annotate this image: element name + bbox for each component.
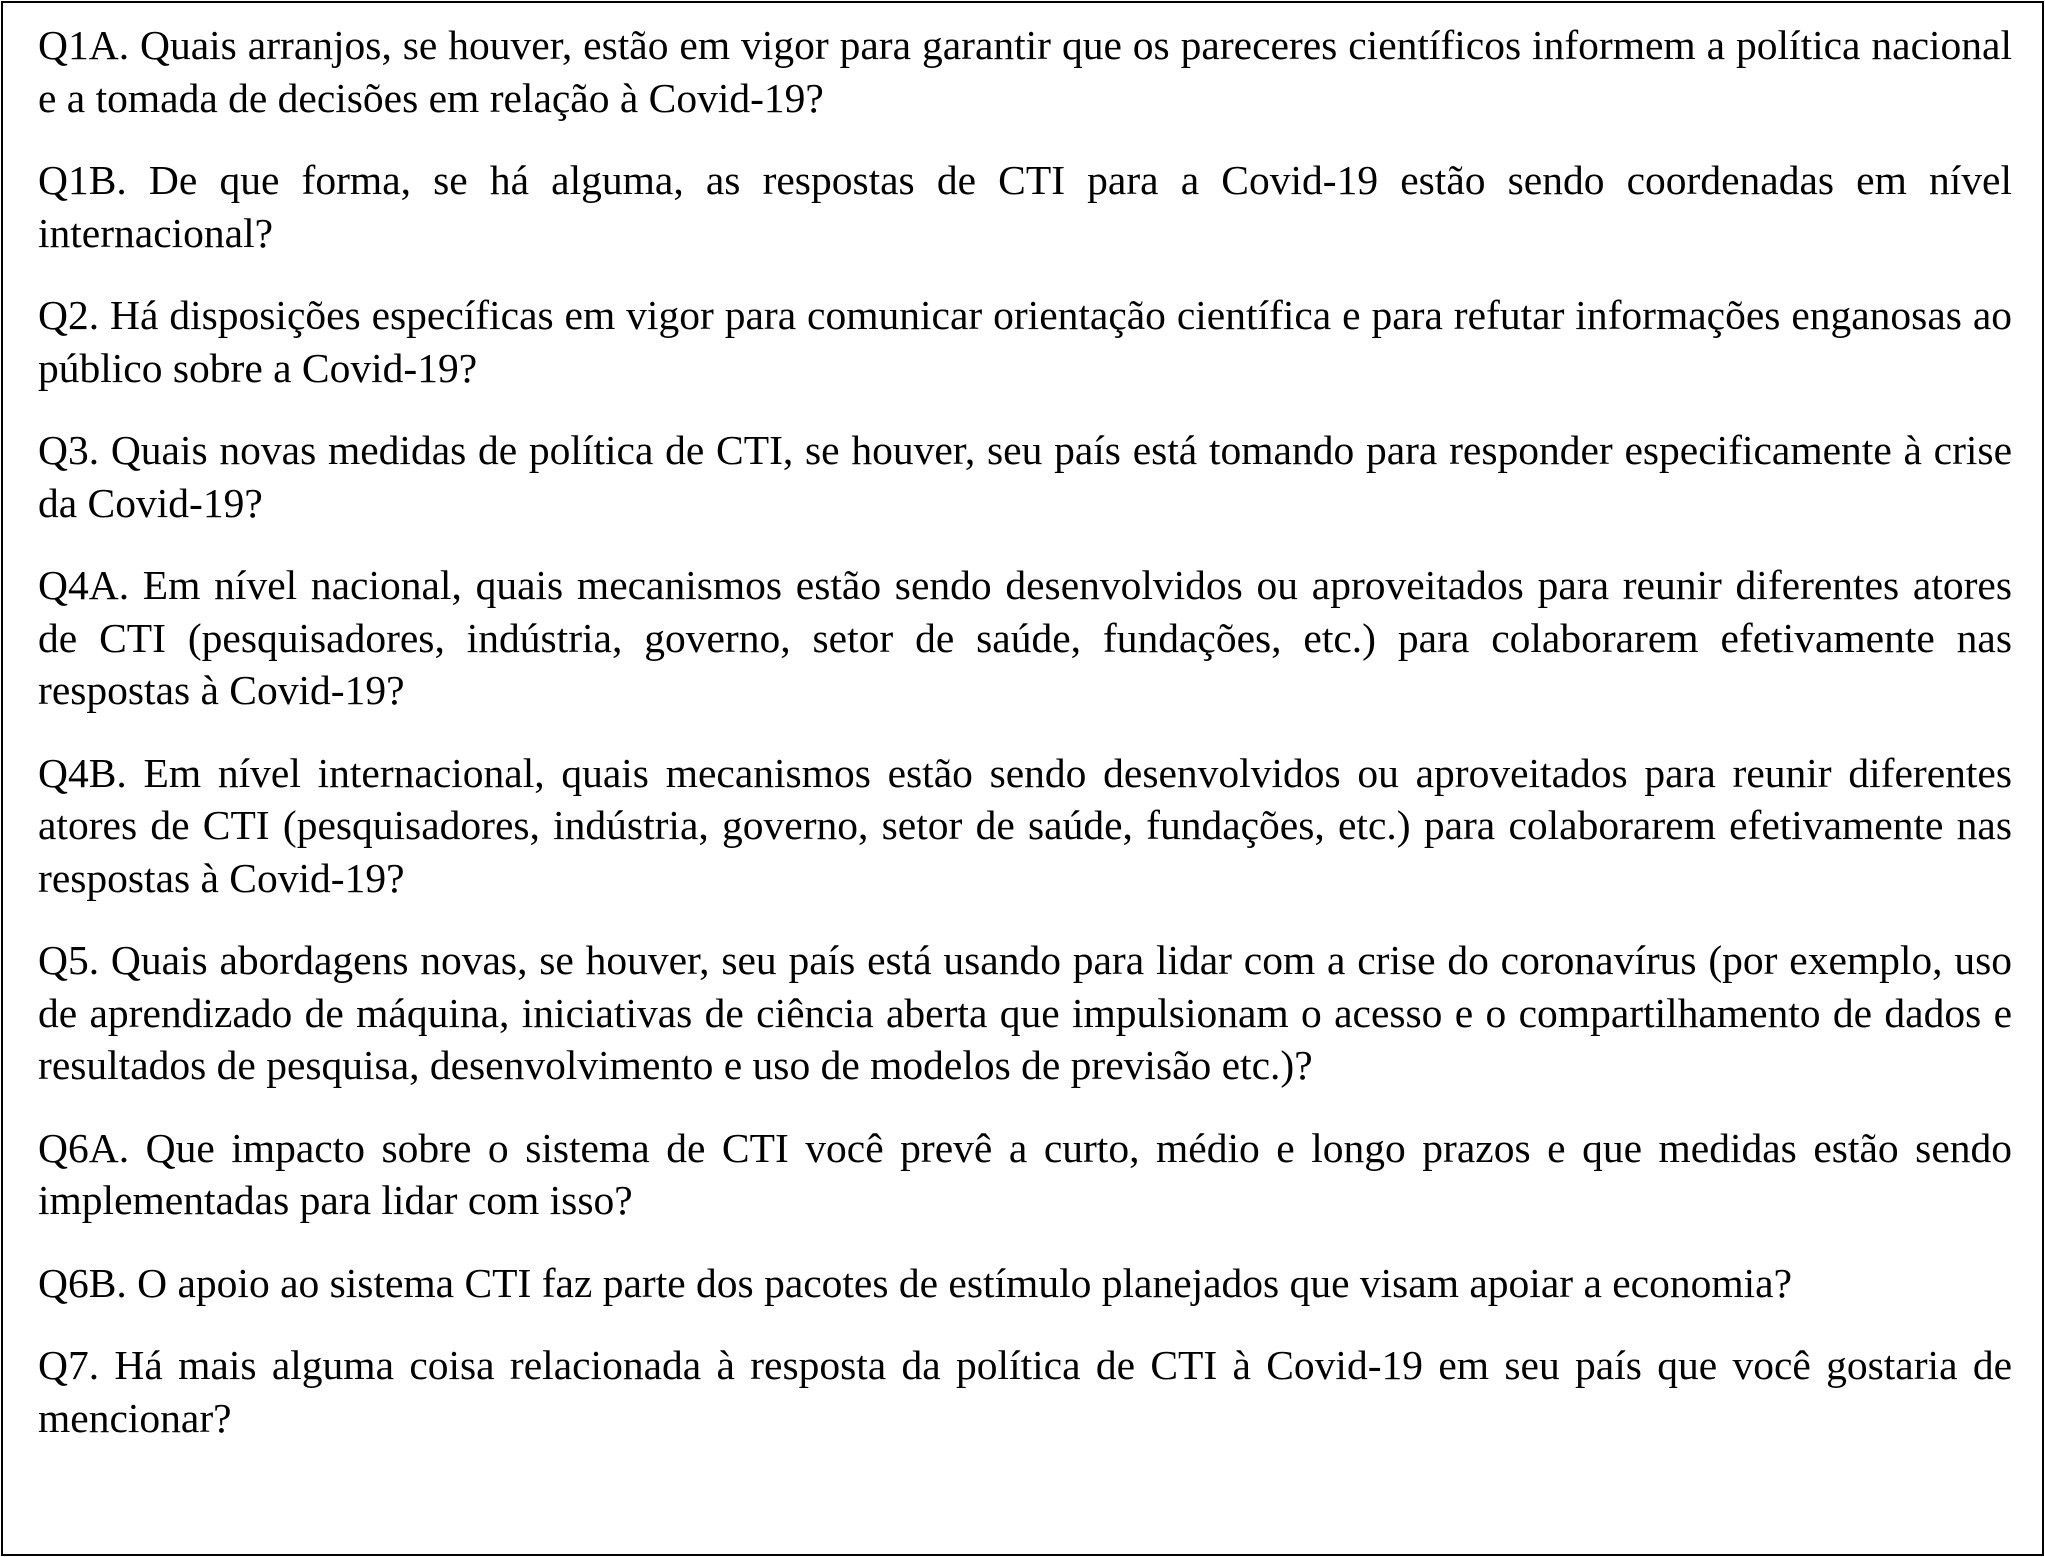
question-q2: Q2. Há disposições específicas em vigor para comunicar orientação científica e para refutar informações enganosas ao público sobre a Covid-19? (38, 292, 2012, 391)
question-q1a: Q1A. Quais arranjos, se houver, estão em vigor para garantir que os pareceres científicos informem a política nacional e a tomada de decisões em relação à Covid-19? (38, 22, 2012, 121)
questionnaire-box (1, 1, 2044, 1556)
question-q4a: Q4A. Em nível nacional, quais mecanismos estão sendo desenvolvidos ou aproveitados para reunir diferentes atores de CTI (pesquisadores, indústria, governo, setor de saúde, fundações, etc.) para colaborarem efetivamente nas respostas à Covid-19? (38, 562, 2012, 713)
question-q1b: Q1B. De que forma, se há alguma, as respostas de CTI para a Covid-19 estão sendo coordenadas em nível internacional? (38, 157, 2012, 256)
question-q7: Q7. Há mais alguma coisa relacionada à resposta da política de CTI à Covid-19 em seu país que você gostaria de mencionar? (38, 1342, 2012, 1441)
question-q3: Q3. Quais novas medidas de política de CTI, se houver, seu país está tomando para responder especificamente à crise da Covid-19? (38, 427, 2012, 526)
question-q5: Q5. Quais abordagens novas, se houver, seu país está usando para lidar com a crise do coronavírus (por exemplo, uso de aprendizado de máquina, iniciativas de ciência aberta que impulsionam o acesso e o compartilhamento de dados e resultados de pesquisa, desenvolvimento e uso de modelos de previsão etc.)? (38, 937, 2012, 1088)
question-list (38, 19, 2012, 1474)
question-q6b: Q6B. O apoio ao sistema CTI faz parte dos pacotes de estímulo planejados que visam apoiar a economia? (38, 1259, 1792, 1306)
question-q4b: Q4B. Em nível internacional, quais mecanismos estão sendo desenvolvidos ou aproveitados para reunir diferentes atores de CTI (pesquisadores, indústria, governo, setor de saúde, fundações, etc.) para colaborarem efetivamente nas respostas à Covid-19? (38, 749, 2012, 901)
question-q6a: Q6A. Que impacto sobre o sistema de CTI você prevê a curto, médio e longo prazos e que medidas estão sendo implementadas para lidar com isso? (38, 1124, 2012, 1223)
